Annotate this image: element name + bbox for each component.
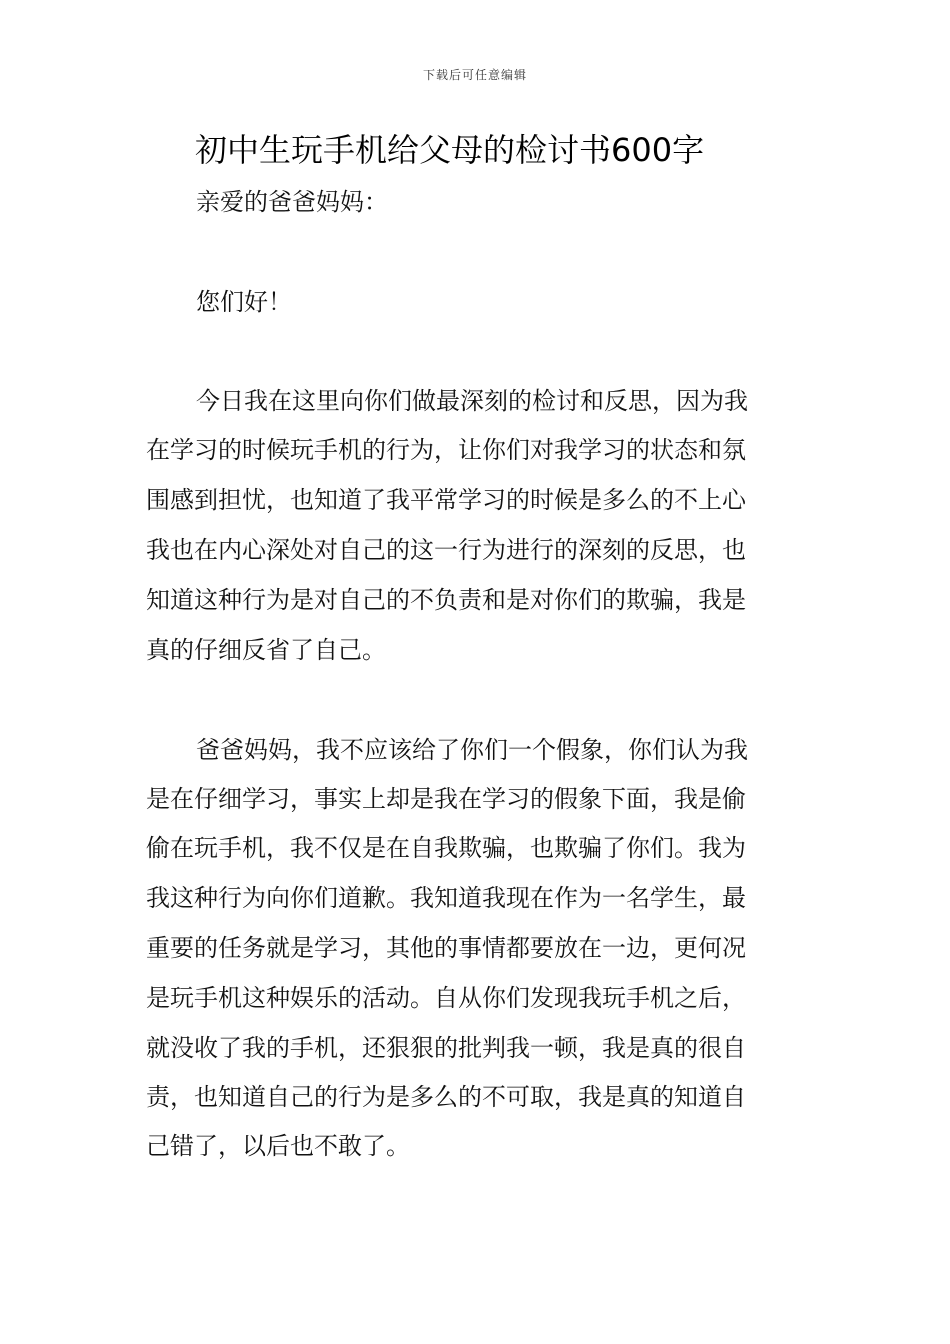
greeting: 您们好！ — [196, 288, 292, 316]
paragraph-line: 在学习的时候玩手机的行为，让你们对我学习的状态和氛 — [146, 436, 746, 464]
paragraph-line: 我这种行为向你们道歉。我知道我现在作为一名学生，最 — [146, 884, 746, 912]
salutation: 亲爱的爸爸妈妈： — [196, 188, 388, 216]
document-title: 初中生玩手机给父母的检讨书600字 — [195, 131, 705, 169]
paragraph-line: 爸爸妈妈，我不应该给了你们一个假象，你们认为我 — [196, 736, 748, 764]
paragraph-line: 就没收了我的手机，还狠狠的批判我一顿，我是真的很自 — [146, 1034, 746, 1062]
paragraph-line: 围感到担忧，也知道了我平常学习的时候是多么的不上心 — [146, 486, 746, 514]
paragraph-line: 知道这种行为是对自己的不负责和是对你们的欺骗，我是 — [146, 586, 746, 614]
paragraph-line: 偷在玩手机，我不仅是在自我欺骗，也欺骗了你们。我为 — [146, 834, 746, 862]
page-header-note: 下载后可任意编辑 — [422, 68, 527, 82]
paragraph-line: 是在仔细学习，事实上却是我在学习的假象下面，我是偷 — [146, 785, 746, 813]
paragraph-line: 重要的任务就是学习，其他的事情都要放在一边，更何况 — [146, 934, 746, 962]
paragraph-line: 己错了，以后也不敢了。 — [146, 1132, 410, 1160]
paragraph-line: 责，也知道自己的行为是多么的不可取，我是真的知道自 — [146, 1083, 746, 1111]
paragraph-line: 今日我在这里向你们做最深刻的检讨和反思，因为我 — [196, 387, 748, 415]
paragraph-line: 是玩手机这种娱乐的活动。自从你们发现我玩手机之后， — [146, 984, 746, 1012]
paragraph-line: 我也在内心深处对自己的这一行为进行的深刻的反思，也 — [146, 536, 746, 564]
paragraph-line: 真的仔细反省了自己。 — [146, 636, 386, 664]
